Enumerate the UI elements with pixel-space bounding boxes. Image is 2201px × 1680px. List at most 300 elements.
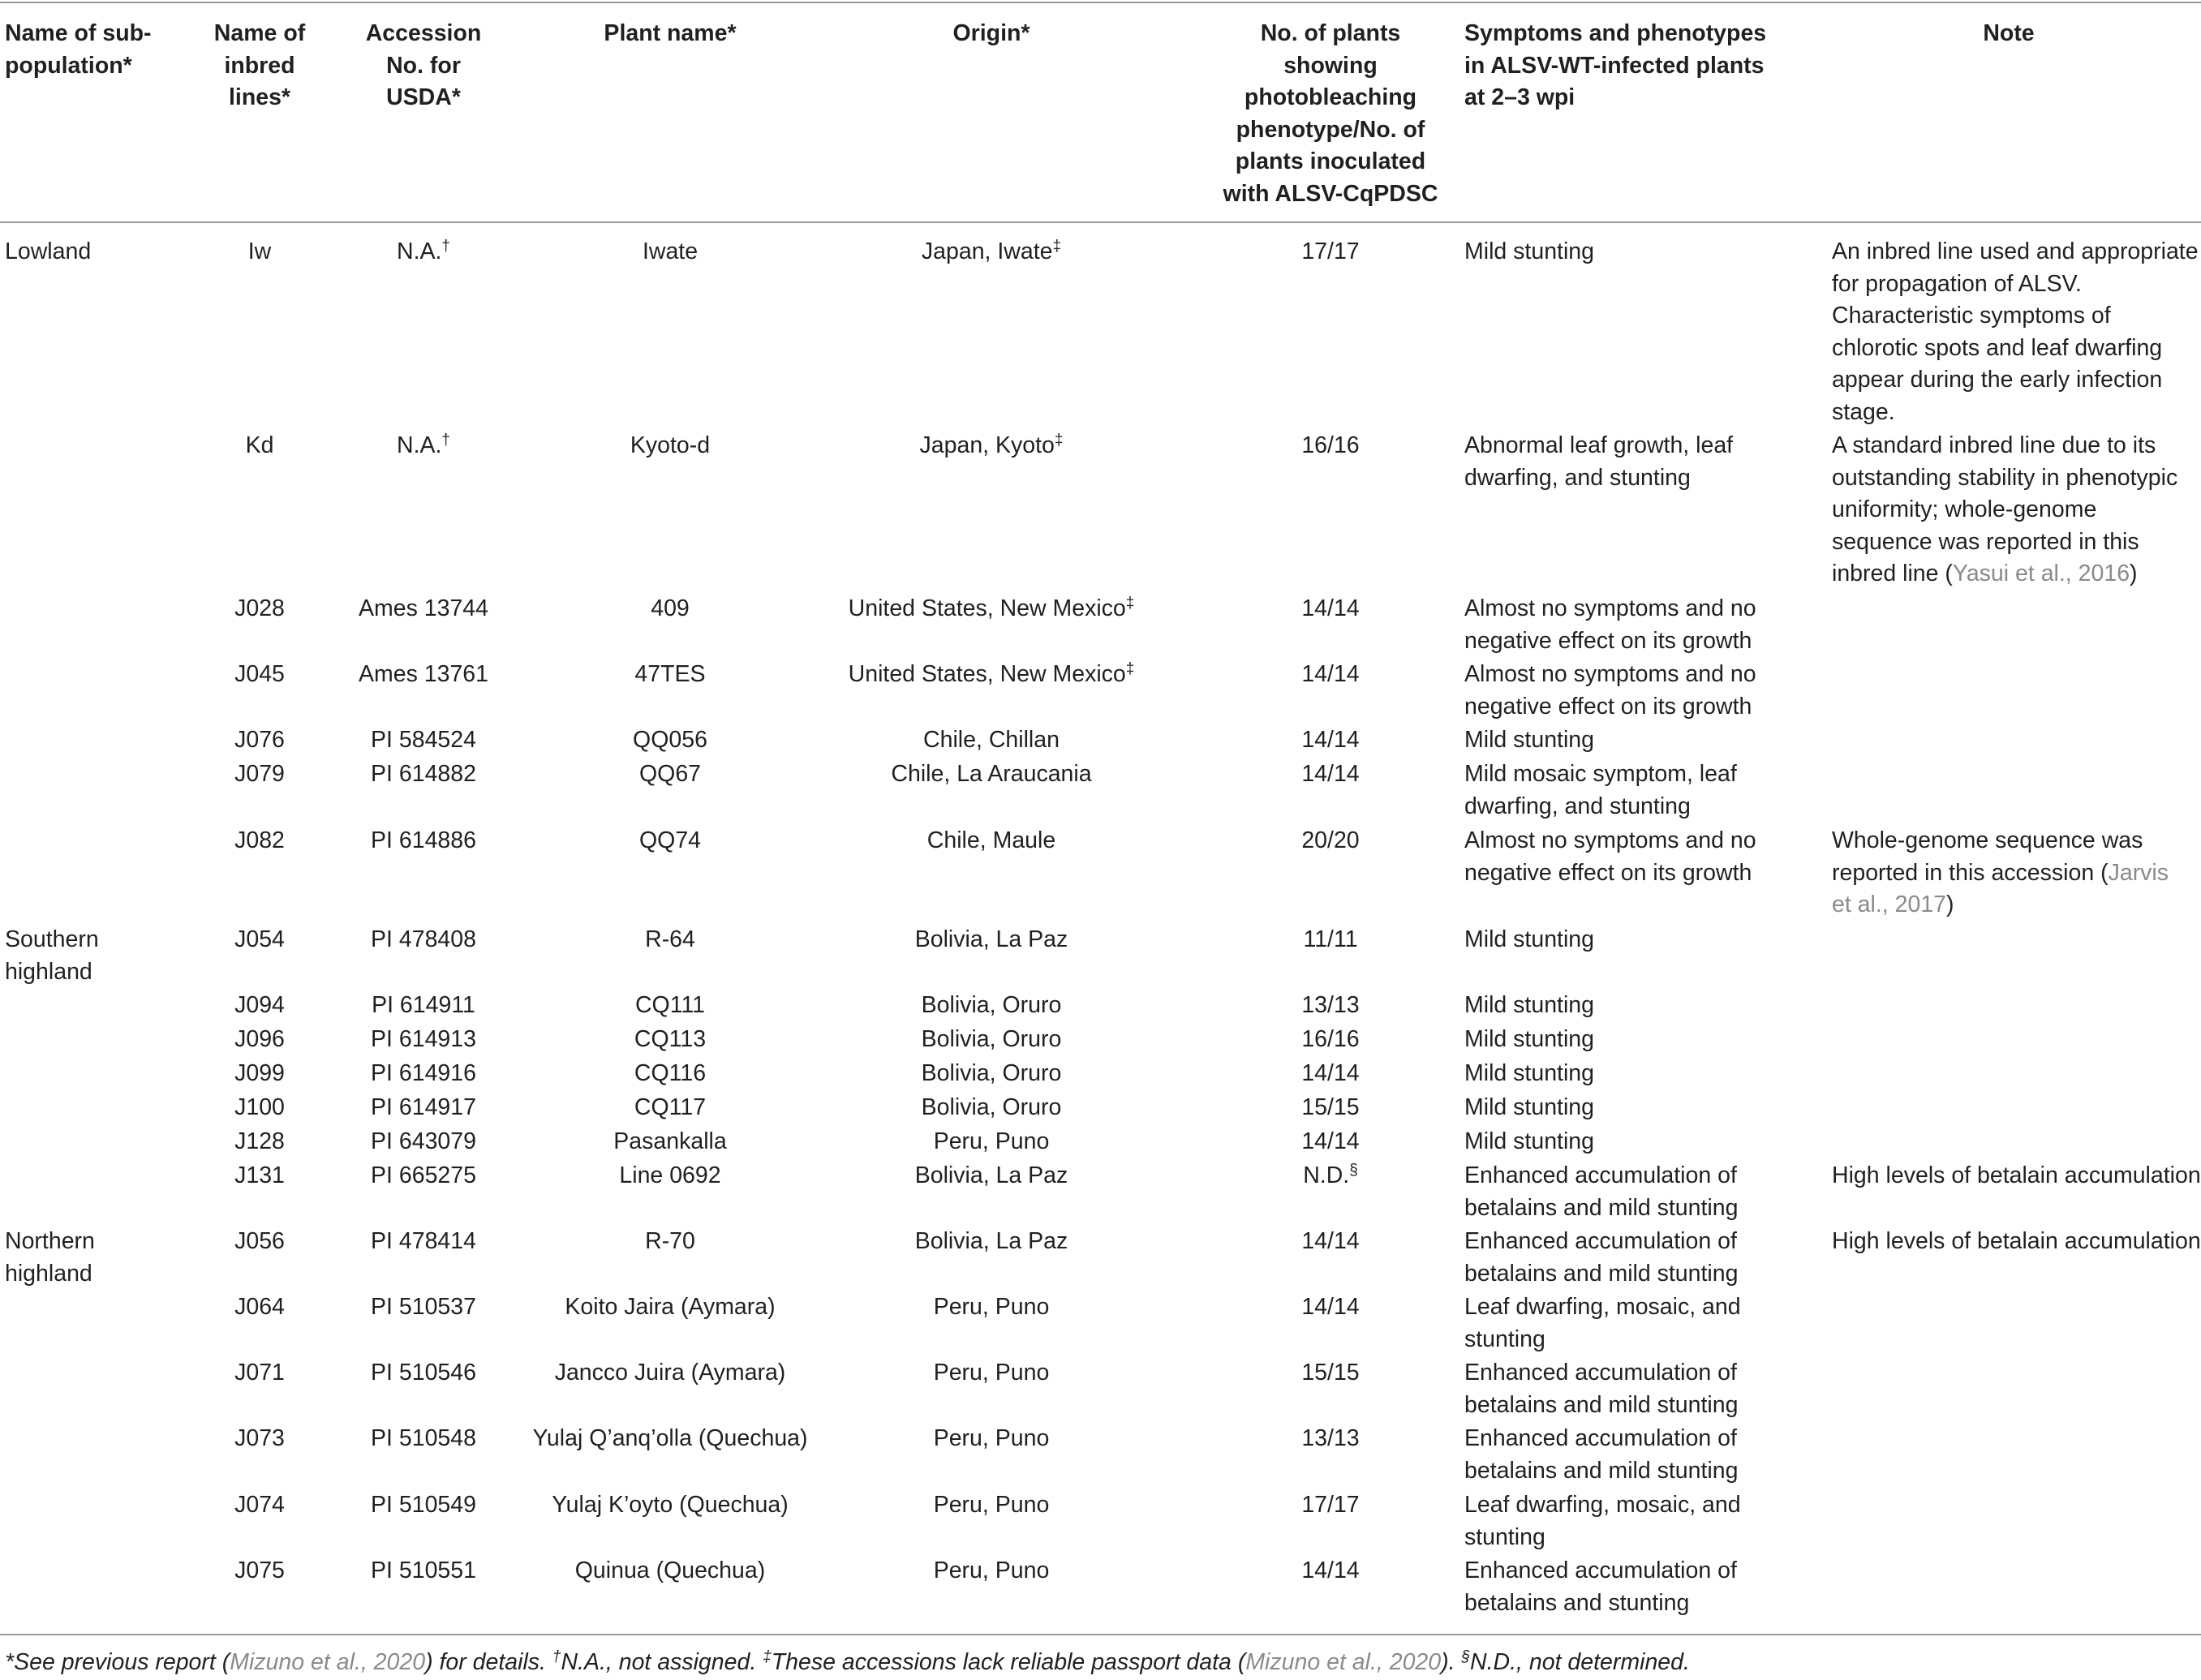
note-line: stage. <box>1832 398 1895 425</box>
inbred-line-cell-text: Iw <box>247 238 272 264</box>
plant-name-cell <box>630 430 710 462</box>
photobleaching-ratio-cell-text: 13/13 <box>1301 1425 1360 1451</box>
photobleaching-ratio-cell <box>1301 1489 1359 1522</box>
symptoms-line: Mild stunting <box>1464 727 1594 753</box>
accession-cell-text: PI 665275 <box>371 1162 476 1188</box>
accession-cell-text: Ames 13761 <box>358 661 489 687</box>
symptoms-line: Enhanced accumulation of <box>1464 1558 1737 1583</box>
photobleaching-ratio-cell <box>1303 924 1357 956</box>
plant-name-cell-text: R-70 <box>645 1228 695 1254</box>
note-line: An inbred line used and appropriate <box>1832 238 2199 264</box>
inbred-line-cell <box>234 1357 285 1390</box>
symptoms-line: betalains and mild stunting <box>1464 1260 1739 1287</box>
inbred-line-cell-text: J128 <box>234 1128 285 1154</box>
origin-cell-text: Bolivia, La Paz <box>914 926 1068 952</box>
column-header-origin <box>952 18 1030 50</box>
symptoms-line: dwarfing, and stunting <box>1464 464 1691 491</box>
plant-name-cell-text: 409 <box>651 595 690 621</box>
plant-name-cell-text: Yulaj K’oyto (Quechua) <box>552 1492 789 1518</box>
note-text: inbred line ( <box>1832 561 1953 586</box>
symptoms-cell <box>1464 1357 1738 1421</box>
subpopulation-line: highland <box>5 958 92 985</box>
plant-name-cell <box>643 236 698 269</box>
accession-cell <box>371 1126 476 1158</box>
symptoms-line: negative effect on its growth <box>1464 693 1752 720</box>
origin-cell-text: Peru, Puno <box>933 1360 1050 1386</box>
symptoms-line: Mild stunting <box>1464 1060 1594 1086</box>
symptoms-cell <box>1464 1092 1594 1124</box>
origin-cell-text: Bolivia, Oruro <box>921 1094 1062 1120</box>
symptoms-cell <box>1464 1160 1738 1224</box>
note-line: A standard inbred line due to its <box>1832 432 2156 458</box>
accession-cell <box>397 430 450 462</box>
inbred-line-cell <box>234 593 285 625</box>
origin-cell <box>934 1126 1050 1158</box>
photobleaching-ratio-cell-text: 14/14 <box>1301 661 1360 687</box>
inbred-line-cell <box>234 1489 285 1522</box>
inbred-line-cell <box>234 924 285 956</box>
accession-cell-text: PI 478414 <box>371 1228 476 1254</box>
photobleaching-ratio-cell <box>1301 758 1359 791</box>
origin-cell-text: United States, New Mexico <box>848 661 1126 687</box>
symptoms-line: Mild stunting <box>1464 1094 1594 1120</box>
table-footnote: *See previous report (Mizuno et al., 2020) for details. †N.A., not assigned. ‡These accessions lack reliable passport data (Mizuno et al., 2020). §N.D., not determined. <box>5 1648 1690 1675</box>
inbred-line-cell <box>234 1126 285 1158</box>
symptoms-cell <box>1464 990 1594 1022</box>
accession-cell-text: PI 510537 <box>371 1294 476 1320</box>
accession-cell <box>359 659 488 691</box>
accession-cell-text: Ames 13744 <box>358 595 489 621</box>
plant-name-cell-text: Kyoto-d <box>630 432 711 458</box>
plant-name-cell <box>639 825 701 857</box>
photobleaching-ratio-cell-text: 14/14 <box>1301 1128 1360 1154</box>
header-line: No. for <box>386 52 461 79</box>
symptoms-cell <box>1464 1423 1738 1487</box>
photobleaching-ratio-cell-text: 13/13 <box>1301 992 1360 1018</box>
photobleaching-ratio-cell-text: 14/14 <box>1301 595 1360 621</box>
symptoms-cell <box>1464 825 1756 889</box>
inbred-line-cell <box>234 990 285 1022</box>
header-separator-rule <box>0 221 2201 223</box>
symptoms-cell <box>1464 1226 1738 1290</box>
header-line: No. of plants <box>1260 20 1401 46</box>
photobleaching-ratio-cell-text: 17/17 <box>1301 238 1360 264</box>
origin-cell <box>922 990 1062 1022</box>
photobleaching-ratio-cell-text: 14/14 <box>1301 1228 1360 1254</box>
symptoms-cell <box>1464 758 1737 823</box>
note-line: High levels of betalain accumulation <box>1832 1162 2201 1188</box>
accession-cell <box>359 593 488 625</box>
accession-cell-text: PI 510548 <box>371 1425 476 1451</box>
note-text: ) <box>1946 892 1954 917</box>
origin-cell-text: Peru, Puno <box>933 1558 1050 1583</box>
header-line: plants inoculated <box>1235 148 1426 174</box>
plant-name-cell-text: CQ111 <box>634 992 706 1018</box>
accession-cell-text: PI 584524 <box>371 727 476 753</box>
symptoms-line: Almost no symptoms and no <box>1464 595 1756 621</box>
accession-cell <box>371 1357 476 1390</box>
inbred-line-cell-text: J073 <box>234 1425 285 1451</box>
origin-cell-text: Peru, Puno <box>933 1294 1050 1320</box>
symptoms-line: betalains and mild stunting <box>1464 1391 1739 1418</box>
photobleaching-ratio-cell-text: 15/15 <box>1301 1094 1360 1120</box>
footnote-mark: § <box>1349 1162 1358 1179</box>
plant-name-cell-text: Jancco Juira (Aymara) <box>554 1360 786 1386</box>
photobleaching-ratio-cell <box>1301 990 1359 1022</box>
accession-cell <box>371 724 476 757</box>
inbred-line-cell <box>234 724 285 757</box>
plant-name-cell-text: 47TES <box>634 661 706 687</box>
column-header-plant <box>604 18 736 50</box>
symptoms-cell <box>1464 236 1594 269</box>
subpopulation-line: Lowland <box>5 238 92 264</box>
photobleaching-ratio-cell-text: 14/14 <box>1301 1558 1360 1583</box>
plant-name-cell-text: Iwate <box>642 238 699 264</box>
header-line: Accession <box>365 20 482 46</box>
origin-cell <box>934 1423 1050 1455</box>
photobleaching-ratio-cell-text: 11/11 <box>1303 926 1358 952</box>
header-line: Plant name* <box>604 20 737 46</box>
photobleaching-ratio-cell-text: 20/20 <box>1301 827 1360 853</box>
photobleaching-ratio-cell <box>1301 825 1359 857</box>
origin-cell <box>923 724 1060 757</box>
column-header-subpop <box>5 18 152 82</box>
subpopulation-line: Northern <box>5 1228 95 1254</box>
note-cell <box>1832 1226 2201 1258</box>
inbred-line-cell-text: J082 <box>234 827 285 853</box>
origin-cell-text: Bolivia, La Paz <box>914 1162 1068 1188</box>
subpopulation-line: highland <box>5 1260 92 1287</box>
symptoms-cell <box>1464 1058 1594 1090</box>
symptoms-line: Mild stunting <box>1464 238 1594 264</box>
photobleaching-ratio-cell <box>1301 1024 1359 1056</box>
note-cell <box>1832 236 2199 428</box>
citation-link[interactable]: Jarvis <box>2108 859 2169 886</box>
origin-cell <box>915 1226 1068 1258</box>
symptoms-line: Mild stunting <box>1464 1026 1594 1052</box>
accession-cell-text: PI 510551 <box>371 1558 476 1583</box>
header-line: inbred <box>224 52 295 79</box>
inbred-line-cell <box>234 1555 285 1588</box>
origin-cell <box>849 593 1135 625</box>
symptoms-cell <box>1464 430 1733 494</box>
note-cell <box>1832 1160 2201 1192</box>
footnote-mark: ‡ <box>1052 238 1062 255</box>
inbred-line-cell <box>234 1058 285 1090</box>
accession-cell <box>371 825 476 857</box>
symptoms-line: negative effect on its growth <box>1464 859 1752 886</box>
photobleaching-ratio-cell-text: 14/14 <box>1301 727 1360 753</box>
plant-name-cell <box>634 1092 706 1124</box>
origin-cell <box>934 1291 1050 1324</box>
inbred-line-cell-text: J056 <box>234 1228 285 1254</box>
accession-cell-text: PI 614886 <box>371 827 476 853</box>
note-text: reported in this accession ( <box>1832 859 2109 886</box>
accession-cell <box>371 924 476 956</box>
symptoms-line: Leaf dwarfing, mosaic, and <box>1464 1294 1741 1320</box>
photobleaching-ratio-cell <box>1301 236 1359 269</box>
header-line: Note <box>1983 20 2035 46</box>
plant-name-cell-text: Line 0692 <box>619 1162 721 1188</box>
origin-cell-text: Peru, Puno <box>933 1128 1050 1154</box>
symptoms-cell <box>1464 1555 1737 1619</box>
inbred-line-cell-text: J074 <box>234 1492 285 1518</box>
origin-cell-text: Bolivia, La Paz <box>914 1228 1068 1254</box>
accession-cell <box>372 990 475 1022</box>
symptoms-line: Leaf dwarfing, mosaic, and <box>1464 1492 1741 1518</box>
inbred-line-cell-text: J131 <box>234 1162 285 1188</box>
origin-cell <box>922 1058 1062 1090</box>
symptoms-line: stunting <box>1464 1326 1545 1352</box>
column-header-accession <box>366 18 482 114</box>
photobleaching-ratio-cell-text: 16/16 <box>1301 432 1360 458</box>
plant-name-cell-text: Pasankalla <box>613 1128 727 1154</box>
column-header-symptoms <box>1464 18 1766 114</box>
accession-cell <box>371 1226 476 1258</box>
note-line: chlorotic spots and leaf dwarfing <box>1832 334 2163 361</box>
photobleaching-ratio-cell <box>1301 1357 1359 1390</box>
header-line: showing <box>1283 52 1378 79</box>
photobleaching-ratio-cell-text: 14/14 <box>1301 1060 1360 1086</box>
inbred-line-cell-text: J076 <box>234 727 285 753</box>
symptoms-cell <box>1464 1489 1741 1553</box>
header-line: population* <box>5 52 132 79</box>
plant-name-cell <box>633 724 707 757</box>
symptoms-line: Almost no symptoms and no <box>1464 661 1756 687</box>
inbred-line-cell-text: J054 <box>234 926 285 952</box>
symptoms-cell <box>1464 924 1594 956</box>
symptoms-cell <box>1464 593 1756 657</box>
origin-cell <box>934 1357 1050 1390</box>
footnote-mark: ‡ <box>1125 660 1135 677</box>
accession-cell <box>371 1058 476 1090</box>
plant-name-cell <box>634 1058 706 1090</box>
accession-cell <box>371 1160 476 1192</box>
photobleaching-ratio-cell-text: 14/14 <box>1301 1294 1360 1320</box>
origin-cell-text: Chile, Chillan <box>923 727 1060 753</box>
accession-cell <box>371 1024 476 1056</box>
symptoms-cell <box>1464 1024 1594 1056</box>
plant-name-cell <box>613 1126 726 1158</box>
symptoms-line: Abnormal leaf growth, leaf <box>1464 432 1734 458</box>
subpopulation-label <box>5 924 99 988</box>
accession-cell-text: PI 510549 <box>371 1492 476 1518</box>
inbred-line-cell <box>234 659 285 691</box>
symptoms-line: negative effect on its growth <box>1464 627 1752 654</box>
symptoms-line: Mild stunting <box>1464 1128 1594 1154</box>
photobleaching-ratio-cell <box>1301 1226 1359 1258</box>
header-line: USDA* <box>386 84 461 110</box>
plant-name-cell <box>634 1024 706 1056</box>
origin-cell-text: Bolivia, Oruro <box>921 992 1062 1018</box>
accession-cell-text: PI 614911 <box>372 992 475 1018</box>
footnote-mark: † <box>441 432 451 449</box>
inbred-line-cell <box>248 236 272 269</box>
plant-name-cell-text: QQ67 <box>638 761 702 787</box>
note-line: appear during the early infection <box>1832 367 2163 393</box>
note-cell <box>1832 825 2169 922</box>
inbred-line-cell <box>234 1291 285 1324</box>
note-line: uniformity; whole-genome <box>1832 496 2097 522</box>
citation-link[interactable]: et al., 2017 <box>1832 892 1947 917</box>
note-line <box>1832 857 2169 890</box>
photobleaching-ratio-cell <box>1301 430 1359 462</box>
accession-cell <box>371 1489 476 1522</box>
accession-cell <box>371 1423 476 1455</box>
table-top-rule <box>0 2 2201 3</box>
plant-name-cell <box>552 1489 789 1522</box>
plant-name-cell <box>565 1291 775 1324</box>
plant-name-cell <box>651 593 690 625</box>
origin-cell-text: Japan, Kyoto <box>919 432 1055 458</box>
plant-name-cell <box>532 1423 807 1455</box>
origin-cell <box>920 430 1064 462</box>
note-line <box>1832 558 2177 591</box>
plant-name-cell-text: Koito Jaira (Aymara) <box>565 1294 776 1320</box>
symptoms-line: betalains and mild stunting <box>1464 1457 1739 1484</box>
origin-cell <box>927 825 1055 857</box>
accession-cell-text: PI 614913 <box>371 1026 476 1052</box>
origin-cell <box>922 1092 1062 1124</box>
inbred-line-cell <box>234 1423 285 1455</box>
origin-cell <box>915 924 1068 956</box>
symptoms-line: Almost no symptoms and no <box>1464 827 1756 853</box>
plant-name-cell-text: CQ113 <box>634 1026 707 1052</box>
accession-cell-text: PI 510546 <box>371 1360 476 1386</box>
photobleaching-ratio-cell-text: 15/15 <box>1301 1360 1360 1386</box>
photobleaching-ratio-cell <box>1301 1555 1359 1588</box>
accession-cell-text: N.A. <box>396 432 442 458</box>
accession-cell <box>371 1555 476 1588</box>
plant-name-cell <box>619 1160 720 1192</box>
accession-cell-text: PI 614916 <box>371 1060 476 1086</box>
inbred-line-cell <box>234 1092 285 1124</box>
photobleaching-ratio-cell-text: 14/14 <box>1301 761 1360 787</box>
inbred-line-cell-text: Kd <box>245 432 274 458</box>
photobleaching-ratio-cell <box>1301 1092 1359 1124</box>
symptoms-line: stunting <box>1464 1523 1545 1550</box>
inbred-line-cell-text: J096 <box>234 1026 285 1052</box>
photobleaching-ratio-cell <box>1301 724 1359 757</box>
accession-cell-text: PI 614882 <box>371 761 476 787</box>
accession-cell-text: PI 614917 <box>371 1094 476 1120</box>
photobleaching-ratio-cell <box>1301 1423 1359 1455</box>
citation-link[interactable]: Yasui et al., 2016 <box>1952 561 2130 586</box>
symptoms-line: Mild stunting <box>1464 992 1594 1018</box>
header-line: phenotype/No. of <box>1236 116 1425 143</box>
plant-name-cell-text: CQ117 <box>634 1094 707 1120</box>
origin-cell-text: Bolivia, Oruro <box>921 1026 1062 1052</box>
inbred-line-cell-text: J028 <box>234 595 285 621</box>
origin-cell-text: Japan, Iwate <box>921 238 1053 264</box>
column-header-plants <box>1223 18 1438 210</box>
accession-cell <box>397 236 450 269</box>
inbred-line-cell <box>234 1226 285 1258</box>
origin-cell <box>891 758 1091 791</box>
note-line: Characteristic symptoms of <box>1832 303 2111 329</box>
symptoms-cell <box>1464 659 1756 723</box>
header-line: Symptoms and phenotypes <box>1464 20 1767 46</box>
photobleaching-ratio-cell-text: 17/17 <box>1301 1492 1360 1518</box>
citation-link[interactable]: Mizuno et al., 2020 <box>230 1649 426 1675</box>
origin-cell <box>849 659 1135 691</box>
photobleaching-ratio-cell-text: N.D. <box>1303 1162 1350 1188</box>
photobleaching-ratio-cell <box>1301 1126 1359 1158</box>
plant-name-cell-text: CQ116 <box>634 1060 707 1086</box>
plant-name-cell <box>634 659 705 691</box>
table-bottom-rule <box>0 1634 2201 1635</box>
photobleaching-ratio-cell <box>1301 1291 1359 1324</box>
inbred-line-cell <box>246 430 274 462</box>
plant-name-cell-text: Yulaj Q’anq’olla (Quechua) <box>532 1425 808 1451</box>
note-line <box>1832 889 2169 922</box>
accession-cell <box>371 758 476 791</box>
symptoms-line: Enhanced accumulation of <box>1464 1425 1737 1451</box>
plant-name-cell <box>635 990 705 1022</box>
column-header-inbred <box>214 18 305 114</box>
header-line: Origin* <box>952 20 1030 46</box>
header-line: with ALSV-CqPDSC <box>1223 180 1438 207</box>
accession-cell <box>371 1092 476 1124</box>
origin-cell-text: Peru, Puno <box>933 1492 1050 1518</box>
header-line: photobleaching <box>1244 84 1417 110</box>
accession-cell <box>371 1291 476 1324</box>
plant-name-cell <box>645 1226 695 1258</box>
footnote-mark: ‡ <box>1125 595 1135 612</box>
header-line: Name of sub- <box>5 20 152 46</box>
symptoms-line: Enhanced accumulation of <box>1464 1162 1737 1188</box>
footnote-mark: † <box>441 238 451 255</box>
note-line: outstanding stability in phenotypic <box>1832 464 2178 491</box>
symptoms-line: betalains and mild stunting <box>1464 1194 1739 1221</box>
inbred-line-cell-text: J071 <box>234 1360 285 1386</box>
plant-name-cell <box>575 1555 765 1588</box>
symptoms-line: Enhanced accumulation of <box>1464 1360 1737 1386</box>
plant-name-cell <box>555 1357 786 1390</box>
symptoms-cell <box>1464 1291 1741 1356</box>
symptoms-line: dwarfing, and stunting <box>1464 793 1691 819</box>
photobleaching-ratio-cell <box>1303 1160 1358 1192</box>
header-line: Name of <box>213 20 306 46</box>
header-line: lines* <box>228 84 291 110</box>
origin-cell-text: United States, New Mexico <box>848 595 1126 621</box>
plant-name-cell-text: Quinua (Quechua) <box>574 1558 766 1583</box>
origin-cell-text: Peru, Puno <box>933 1425 1050 1451</box>
column-header-note <box>1983 18 2034 50</box>
subpopulation-line: Southern <box>5 926 99 952</box>
accession-cell-text: PI 643079 <box>371 1128 476 1154</box>
footnote-mark: ‡ <box>1054 432 1064 449</box>
subpopulation-label <box>5 236 91 269</box>
inbred-line-cell-text: J099 <box>234 1060 285 1086</box>
symptoms-cell <box>1464 1126 1594 1158</box>
origin-cell-text: Bolivia, Oruro <box>921 1060 1062 1086</box>
plant-name-cell <box>645 924 695 956</box>
photobleaching-ratio-cell-text: 16/16 <box>1301 1026 1360 1052</box>
header-line: in ALSV-WT-infected plants <box>1464 52 1765 79</box>
inbred-line-cell-text: J094 <box>234 992 285 1018</box>
inbred-line-cell-text: J079 <box>234 761 285 787</box>
note-text: ) <box>2130 561 2138 586</box>
symptoms-line: betalains and stunting <box>1464 1589 1690 1616</box>
origin-cell <box>934 1555 1050 1588</box>
photobleaching-ratio-cell <box>1301 1058 1359 1090</box>
note-line: High levels of betalain accumulation <box>1832 1228 2201 1254</box>
origin-cell <box>922 236 1061 269</box>
symptoms-line: Enhanced accumulation of <box>1464 1228 1737 1254</box>
origin-cell <box>934 1489 1050 1522</box>
citation-link[interactable]: Mizuno et al., 2020 <box>1245 1649 1442 1675</box>
